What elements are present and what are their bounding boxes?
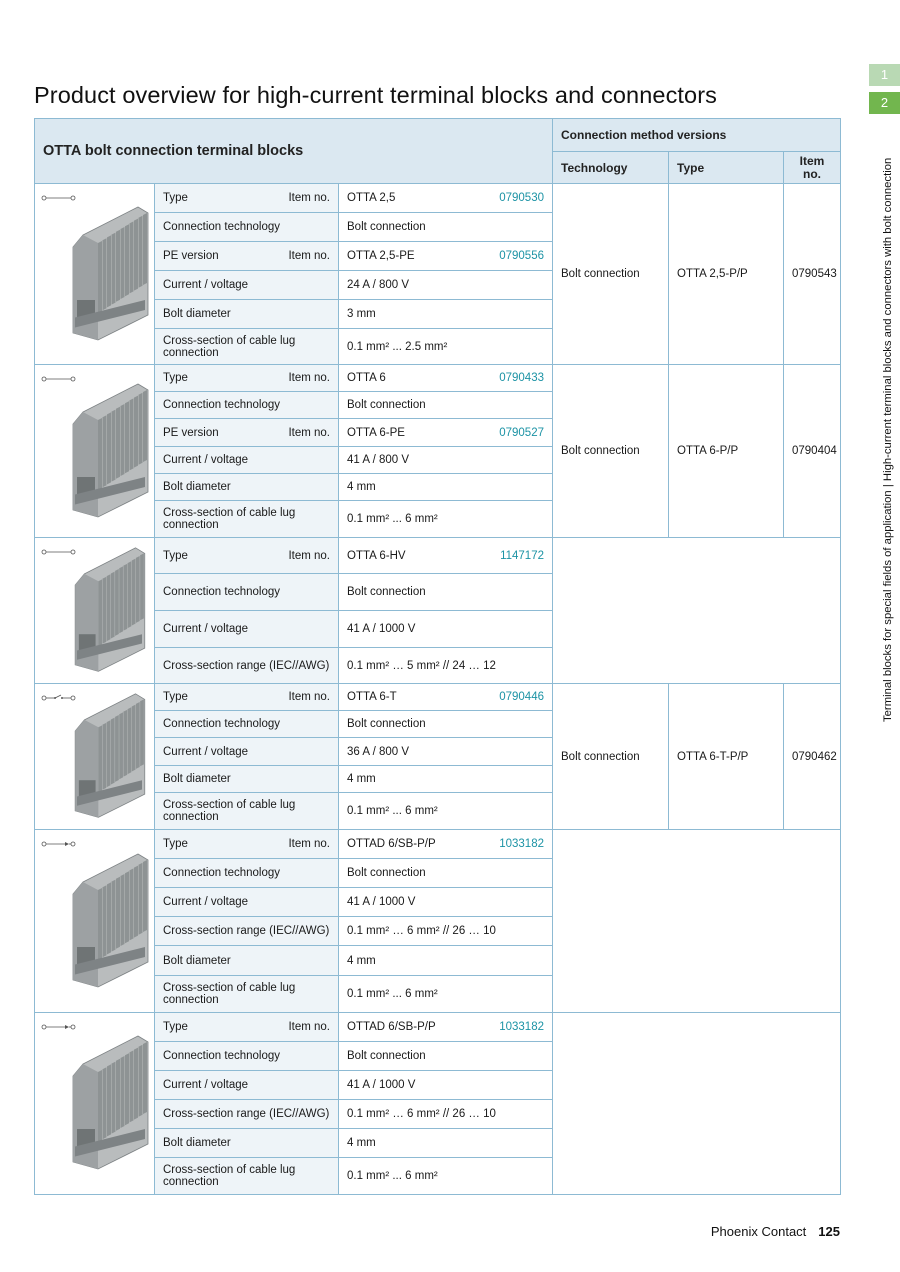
item-no-label: Item no.: [288, 691, 330, 703]
spec-label: Connection technology: [155, 213, 339, 242]
chapter-tab-1[interactable]: 1: [869, 64, 900, 86]
product-image-cell: [35, 830, 155, 1013]
spec-value: 36 A / 800 V: [339, 738, 553, 766]
spec-label: Current / voltage: [155, 888, 339, 917]
spec-label: Type: [163, 838, 188, 850]
footer-brand: Phoenix Contact: [710, 1224, 807, 1239]
spec-label-cell: [155, 242, 339, 271]
spec-value: 4 mm: [339, 474, 553, 501]
version-empty-cell: [553, 538, 841, 684]
spec-value: 41 A / 1000 V: [339, 611, 553, 648]
spec-label-cell: [155, 830, 339, 859]
product-type: OTTAD 6/SB-P/P: [347, 1021, 436, 1033]
spec-label: PE version: [163, 426, 219, 439]
spec-value-cell: [339, 1013, 553, 1042]
spec-value: 41 A / 1000 V: [339, 1071, 553, 1100]
product-overview-table: [34, 118, 841, 1195]
spec-label: Current / voltage: [155, 738, 339, 766]
spec-label: Bolt diameter: [155, 300, 339, 329]
spec-value: Bolt connection: [339, 859, 553, 888]
spec-label: Cross-section of cable lug connection: [155, 501, 339, 538]
spec-row: [35, 1013, 841, 1042]
terminal-block-product-image: [53, 1034, 153, 1174]
product-type: OTTAD 6/SB-P/P: [347, 838, 436, 850]
circuit-symbol-icon: [41, 839, 77, 849]
spec-label: Cross-section of cable lug connection: [155, 1158, 339, 1195]
spec-value-cell: [339, 684, 553, 711]
item-number-link[interactable]: 0790527: [499, 426, 544, 439]
product-type: OTTA 6: [347, 372, 386, 384]
spec-label: Type: [163, 1021, 188, 1033]
version-technology: Bolt connection: [553, 684, 669, 830]
spec-label: Connection technology: [155, 1042, 339, 1071]
spec-value: 0.1 mm² ... 2.5 mm²: [339, 329, 553, 365]
item-no-label: Item no.: [288, 426, 330, 439]
spec-value: 0.1 mm² … 6 mm² // 26 … 10: [339, 917, 553, 946]
spec-value: 41 A / 800 V: [339, 447, 553, 474]
spec-value-cell: [339, 830, 553, 859]
spec-label: Connection technology: [155, 392, 339, 419]
spec-value-cell: [339, 184, 553, 213]
spec-value: 0.1 mm² ... 6 mm²: [339, 793, 553, 830]
spec-label: PE version: [163, 250, 219, 262]
page-footer: [711, 1224, 840, 1239]
version-type: OTTA 6-T-P/P: [669, 684, 784, 830]
spec-label-cell: [155, 419, 339, 447]
page-number: 125: [818, 1224, 840, 1239]
spec-label: Type: [163, 549, 188, 562]
item-no-label: Item no.: [288, 372, 330, 384]
spec-value-cell: [339, 538, 553, 574]
spec-label: Cross-section range (IEC//AWG): [155, 917, 339, 946]
spec-value-cell: [339, 419, 553, 447]
spec-label: Cross-section of cable lug connection: [155, 793, 339, 830]
spec-label-cell: [155, 684, 339, 711]
spec-label: Current / voltage: [155, 447, 339, 474]
terminal-block-product-image: [53, 546, 153, 676]
spec-label: Type: [163, 372, 188, 384]
spec-value: 0.1 mm² ... 6 mm²: [339, 501, 553, 538]
spec-label: Cross-section of cable lug connection: [155, 976, 339, 1013]
item-no-label: Item no.: [288, 192, 330, 204]
spec-label: Type: [163, 691, 188, 703]
spec-label: Current / voltage: [155, 271, 339, 300]
version-type: OTTA 2,5-P/P: [669, 184, 784, 365]
product-image-cell: [35, 1013, 155, 1195]
spec-label: Bolt diameter: [155, 766, 339, 793]
spec-value: 4 mm: [339, 946, 553, 976]
spec-row: [35, 538, 841, 574]
item-no-label: Item no.: [288, 250, 330, 262]
product-image-cell: [35, 365, 155, 538]
item-no-label: Item no.: [288, 838, 330, 850]
spec-label-cell: [155, 184, 339, 213]
spec-value: 0.1 mm² ... 6 mm²: [339, 1158, 553, 1195]
circuit-symbol-icon: [41, 193, 77, 203]
version-item-number-link[interactable]: 0790462: [784, 684, 841, 830]
version-item-number-link[interactable]: 0790404: [784, 365, 841, 538]
product-type: OTTA 2,5-PE: [347, 250, 415, 262]
item-no-label: Item no.: [288, 1021, 330, 1033]
spec-value: Bolt connection: [339, 392, 553, 419]
spec-value: Bolt connection: [339, 711, 553, 738]
spec-label-cell: [155, 365, 339, 392]
side-chapter-text: Terminal blocks for special fields of application | High-current terminal blocks and connectors with bolt connection: [882, 157, 894, 722]
spec-value: 4 mm: [339, 1129, 553, 1158]
col-item-no: Item no.: [784, 152, 841, 184]
item-number-link[interactable]: 1033182: [499, 838, 544, 850]
spec-value-cell: [339, 365, 553, 392]
version-item-number-link[interactable]: 0790543: [784, 184, 841, 365]
spec-label-cell: [155, 538, 339, 574]
spec-label: Bolt diameter: [155, 946, 339, 976]
spec-label-cell: [155, 1013, 339, 1042]
version-empty-cell: [553, 1013, 841, 1195]
product-image-cell: [35, 538, 155, 684]
terminal-block-product-image: [53, 382, 153, 522]
spec-value: 41 A / 1000 V: [339, 888, 553, 917]
product-type: OTTA 2,5: [347, 192, 396, 204]
spec-label: Connection technology: [155, 711, 339, 738]
spec-value: 0.1 mm² … 6 mm² // 26 … 10: [339, 1100, 553, 1129]
terminal-block-product-image: [53, 205, 153, 345]
version-type: OTTA 6-P/P: [669, 365, 784, 538]
spec-label: Connection technology: [155, 574, 339, 611]
product-image-cell: [35, 184, 155, 365]
spec-value: 4 mm: [339, 766, 553, 793]
terminal-block-product-image: [53, 692, 153, 822]
product-type: OTTA 6-PE: [347, 426, 405, 439]
chapter-tab-2[interactable]: 2: [869, 92, 900, 114]
spec-value: 3 mm: [339, 300, 553, 329]
item-number-link[interactable]: 1147172: [500, 549, 544, 562]
item-number-link[interactable]: 0790530: [499, 192, 544, 204]
product-type: OTTA 6-T: [347, 691, 397, 703]
spec-row: [35, 184, 841, 213]
item-number-link[interactable]: 0790446: [499, 691, 544, 703]
spec-value: 0.1 mm² ... 6 mm²: [339, 976, 553, 1013]
spec-label: Type: [163, 192, 188, 204]
item-number-link[interactable]: 1033182: [499, 1021, 544, 1033]
col-type: Type: [669, 152, 784, 184]
spec-value: 0.1 mm² … 5 mm² // 24 … 12: [339, 648, 553, 684]
table-title: OTTA bolt connection terminal blocks: [35, 119, 553, 184]
item-number-link[interactable]: 0790433: [499, 372, 544, 384]
version-empty-cell: [553, 830, 841, 1013]
spec-label: Cross-section of cable lug connection: [155, 329, 339, 365]
version-technology: Bolt connection: [553, 184, 669, 365]
product-type: OTTA 6-HV: [347, 549, 406, 562]
spec-label: Bolt diameter: [155, 474, 339, 501]
versions-header: Connection method versions: [553, 119, 841, 152]
spec-value: Bolt connection: [339, 574, 553, 611]
spec-value: Bolt connection: [339, 213, 553, 242]
spec-label: Current / voltage: [155, 611, 339, 648]
spec-label: Bolt diameter: [155, 1129, 339, 1158]
col-technology: Technology: [553, 152, 669, 184]
spec-row: [35, 830, 841, 859]
spec-label: Current / voltage: [155, 1071, 339, 1100]
spec-row: [35, 684, 841, 711]
spec-label: Cross-section range (IEC//AWG): [155, 648, 339, 684]
spec-value: 24 A / 800 V: [339, 271, 553, 300]
page-title: Product overview for high-current terminal blocks and connectors: [34, 81, 717, 108]
spec-row: [35, 365, 841, 392]
circuit-symbol-icon: [41, 1022, 77, 1032]
spec-label: Connection technology: [155, 859, 339, 888]
item-no-label: Item no.: [288, 549, 330, 562]
product-image-cell: [35, 684, 155, 830]
spec-value-cell: [339, 242, 553, 271]
item-number-link[interactable]: 0790556: [499, 250, 544, 262]
spec-label: Cross-section range (IEC//AWG): [155, 1100, 339, 1129]
spec-value: Bolt connection: [339, 1042, 553, 1071]
version-technology: Bolt connection: [553, 365, 669, 538]
terminal-block-product-image: [53, 852, 153, 992]
